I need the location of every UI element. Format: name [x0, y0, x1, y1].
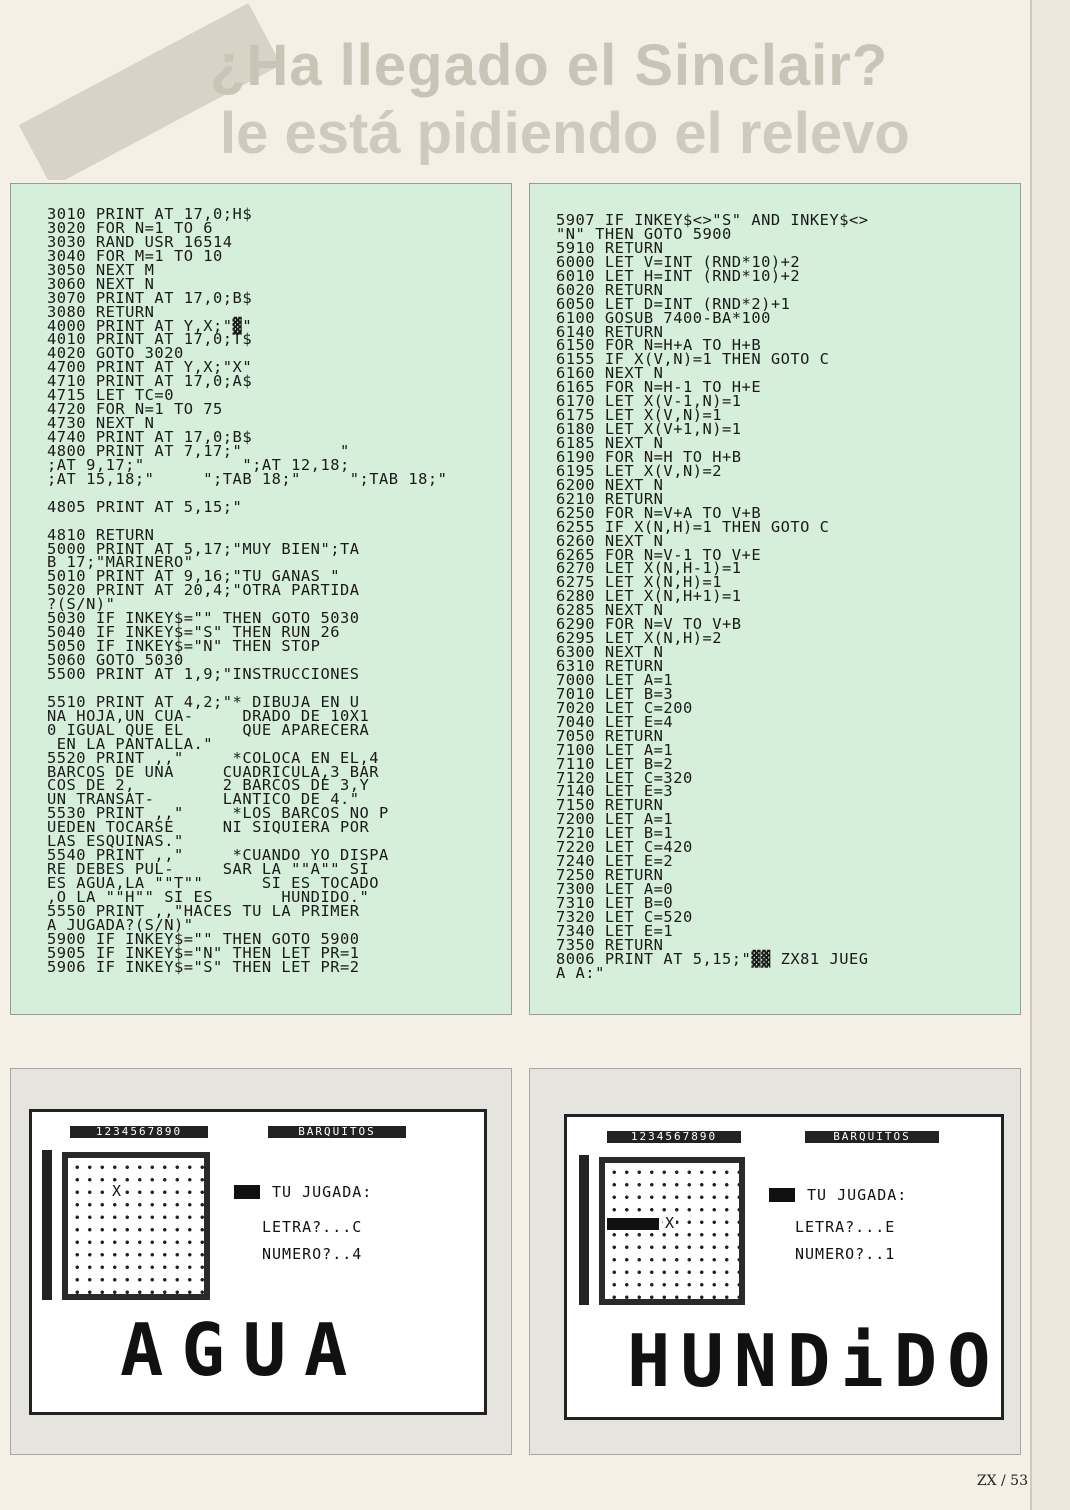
code-line: 7040 LET E=4: [556, 712, 674, 731]
code-line: 3050 NEXT M: [47, 260, 155, 279]
code-line: A JUGADA?(S/N)": [47, 915, 194, 934]
shot-mark: X: [112, 1182, 122, 1200]
column-header: 1234567890: [607, 1131, 741, 1143]
prompt-label: TU JUGADA:: [807, 1186, 908, 1204]
code-line: UN TRANSAT- LANTICO DE 4.": [47, 790, 360, 809]
code-line: 7110 LET B=2: [556, 754, 674, 773]
code-line: A A:": [556, 963, 605, 982]
code-line: 4700 PRINT AT Y,X;"X": [47, 358, 253, 377]
code-line: 7220 LET C=420: [556, 838, 693, 857]
background-headline-line1: ¿Ha llegado el Sinclair?: [210, 33, 889, 98]
code-line: 7000 LET A=1: [556, 670, 674, 689]
code-line: 6190 FOR N=H TO H+B: [556, 447, 742, 466]
code-line: 5540 PRINT ,," *CUANDO YO DISPA: [47, 846, 389, 865]
code-line: 6285 NEXT N: [556, 601, 664, 620]
code-line: ES AGUA,LA ""T"" SI ES TOCADO: [47, 874, 380, 892]
page-edge: [1030, 0, 1070, 1510]
code-line: 6155 IF X(V,N)=1 THEN GOTO C: [556, 350, 830, 369]
code-line: 6270 LET X(N,H-1)=1: [556, 559, 742, 578]
code-line: 4000 PRINT AT Y,X;"▓": [47, 316, 253, 335]
code-line: ;AT 15,18;" ";TAB 18;" ";TAB 18;": [47, 469, 448, 488]
code-line: ,O LA ""H"" SI ES HUNDIDO.": [47, 887, 370, 906]
letter-label: LETRA?...E: [795, 1218, 896, 1236]
code-line: 5550 PRINT ,,"HACES TU LA PRIMER: [47, 901, 360, 920]
code-line: 5060 GOTO 5030: [47, 651, 184, 669]
row-header: [42, 1150, 52, 1300]
code-line: 5905 IF INKEY$="N" THEN LET PR=1: [47, 943, 360, 962]
code-line: 5010 PRINT AT 9,16;"TU GANAS ": [47, 567, 340, 586]
code-line: 3070 PRINT AT 17,0;B$: [47, 288, 253, 307]
code-line: 7100 LET A=1: [556, 740, 674, 759]
row-header: [579, 1155, 589, 1305]
code-line: 6300 NEXT N: [556, 643, 664, 662]
letter-label: LETRA?...C: [262, 1218, 363, 1236]
code-line: 5530 PRINT ,," *LOS BARCOS NO P: [47, 804, 389, 823]
result-text: AGUA: [120, 1308, 366, 1392]
code-line: 3080 RETURN: [47, 302, 155, 321]
code-line: 5520 PRINT ,," *COLOCA EN EL,4: [47, 748, 380, 767]
code-line: 4740 PRINT AT 17,0;B$: [47, 428, 253, 446]
code-line: 6100 GOSUB 7400-BA*100: [556, 308, 771, 327]
prompt-cursor: [769, 1188, 795, 1202]
code-line: 7310 LET B=0: [556, 893, 674, 912]
code-line: 4010 PRINT AT 17,0;T$: [47, 330, 253, 349]
result-text: HUNDiDO: [627, 1319, 1001, 1403]
code-line: 6290 FOR N=V TO V+B: [556, 615, 742, 634]
code-line: 6160 NEXT N: [556, 364, 664, 383]
left-screen: [29, 1109, 487, 1415]
code-line: 7350 RETURN: [556, 935, 664, 954]
code-line: 5030 IF INKEY$="" THEN GOTO 5030: [47, 609, 360, 628]
code-line: LAS ESQUINAS.": [47, 832, 184, 851]
code-line: 6295 LET X(N,H)=2: [556, 629, 723, 648]
sunk-ship: [607, 1218, 659, 1230]
code-line: 4020 GOTO 3020: [47, 344, 184, 363]
code-line: 7140 LET E=3: [556, 782, 674, 801]
code-line: 7200 LET A=1: [556, 810, 674, 829]
code-line: 4800 PRINT AT 7,17;" ": [47, 441, 350, 460]
left-listing: [47, 205, 448, 976]
code-line: 6000 LET V=INT (RND*10)+2: [556, 252, 801, 271]
code-line: 6210 RETURN: [556, 489, 664, 508]
left-screen-frame: [10, 1068, 512, 1455]
code-line: NA HOJA,UN CUA- DRADO DE 10X1: [47, 706, 370, 725]
code-line: 6200 NEXT N: [556, 475, 664, 494]
code-line: 6275 LET X(N,H)=1: [556, 573, 723, 592]
code-line: 5510 PRINT AT 4,2;"* DIBUJA EN U: [47, 692, 360, 711]
code-line: 4710 PRINT AT 17,0;A$: [47, 372, 253, 391]
code-line: 3040 FOR M=1 TO 10: [47, 246, 223, 265]
board-grid: [62, 1152, 210, 1300]
code-line: 7020 LET C=200: [556, 698, 693, 717]
background-headline: [0, 0, 1070, 180]
code-line: 7300 LET A=0: [556, 880, 674, 898]
code-line: B 17;"MARINERO": [47, 553, 194, 572]
code-line: 3010 PRINT AT 17,0;H$: [47, 205, 253, 223]
code-line: ?(S/N)": [47, 595, 116, 614]
code-line: 5907 IF INKEY$<>"S" AND INKEY$<>: [556, 211, 869, 229]
code-line: 3060 NEXT N: [47, 274, 155, 293]
code-line: 6265 FOR N=V-1 TO V+E: [556, 545, 762, 564]
code-line: RE DEBES PUL- SAR LA ""A"" SI: [47, 860, 370, 879]
code-line: 7120 LET C=320: [556, 768, 693, 787]
code-line: 4810 RETURN: [47, 525, 155, 544]
code-line: 7010 LET B=3: [556, 684, 674, 703]
game-title: BARQUITOS: [805, 1131, 939, 1143]
page-folio: ZX / 53: [976, 1473, 1028, 1489]
code-line: 7340 LET E=1: [556, 921, 674, 940]
code-line: 6050 LET D=INT (RND*2)+1: [556, 294, 791, 313]
code-line: 5900 IF INKEY$="" THEN GOTO 5900: [47, 929, 360, 948]
code-line: 7210 LET B=1: [556, 824, 674, 843]
code-line: "N" THEN GOTO 5900: [556, 224, 732, 243]
number-label: NUMERO?..1: [795, 1245, 896, 1263]
code-line: 6280 LET X(N,H+1)=1: [556, 587, 742, 606]
code-line: 6180 LET X(V+1,N)=1: [556, 420, 742, 439]
code-line: 4715 LET TC=0: [47, 386, 174, 405]
prompt-cursor: [234, 1185, 260, 1199]
code-line: 4805 PRINT AT 5,15;": [47, 497, 243, 516]
prompt-label: TU JUGADA:: [272, 1183, 373, 1201]
code-line: 3020 FOR N=1 TO 6: [47, 218, 214, 237]
code-line: 6255 IF X(N,H)=1 THEN GOTO C: [556, 517, 830, 536]
code-line: 6140 RETURN: [556, 322, 664, 341]
number-label: NUMERO?..4: [262, 1245, 363, 1263]
code-line: 5050 IF INKEY$="N" THEN STOP: [47, 637, 321, 656]
code-line: 6020 RETURN: [556, 280, 664, 299]
game-title: BARQUITOS: [268, 1126, 406, 1138]
code-line: 7050 RETURN: [556, 726, 664, 745]
code-line: 6010 LET H=INT (RND*10)+2: [556, 266, 801, 285]
code-line: 5040 IF INKEY$="S" THEN RUN 26: [47, 623, 340, 642]
column-header: 1234567890: [70, 1126, 208, 1138]
code-line: EN LA PANTALLA.": [47, 734, 214, 753]
code-line: 4720 FOR N=1 TO 75: [47, 400, 223, 419]
code-line: 6185 NEXT N: [556, 434, 664, 452]
code-line: 5000 PRINT AT 5,17;"MUY BIEN";TA: [47, 539, 360, 558]
code-line: 5020 PRINT AT 20,4;"OTRA PARTIDA: [47, 581, 360, 600]
right-listing-panel: [529, 183, 1021, 1015]
code-line: 6170 LET X(V-1,N)=1: [556, 392, 742, 411]
code-line: 7240 LET E=2: [556, 852, 674, 871]
code-line: 6260 NEXT N: [556, 531, 664, 550]
code-line: 6310 RETURN: [556, 657, 664, 675]
code-line: COS DE 2, 2 BARCOS DE 3,Y: [47, 776, 370, 795]
code-line: 3030 RAND USR 16514: [47, 232, 233, 251]
code-line: 6195 LET X(V,N)=2: [556, 461, 723, 480]
code-line: UEDEN TOCARSE NI SIQUIERA POR: [47, 818, 370, 837]
right-screen: [564, 1114, 1004, 1420]
code-line: 5500 PRINT AT 1,9;"INSTRUCCIONES: [47, 664, 360, 683]
right-screen-frame: [529, 1068, 1021, 1455]
code-line: 6175 LET X(V,N)=1: [556, 406, 723, 425]
code-line: 7250 RETURN: [556, 866, 664, 885]
code-line: ;AT 9,17;" ";AT 12,18;: [47, 455, 350, 474]
code-line: 8006 PRINT AT 5,15;"▓▓ ZX81 JUEG: [556, 949, 869, 968]
code-line: 6250 FOR N=V+A TO V+B: [556, 503, 762, 522]
right-listing: [556, 211, 869, 982]
code-line: 7150 RETURN: [556, 796, 664, 815]
code-line: 7320 LET C=520: [556, 907, 693, 926]
code-line: 6165 FOR N=H-1 TO H+E: [556, 378, 762, 397]
code-line: BARCOS DE UNA CUADRICULA,3 BAR: [47, 762, 380, 781]
code-line: 0 IGUAL QUE EL QUE APARECERA: [47, 720, 370, 739]
code-line: 5906 IF INKEY$="S" THEN LET PR=2: [47, 957, 360, 976]
code-line: 6150 FOR N=H+A TO H+B: [556, 336, 762, 355]
code-line: 5910 RETURN: [556, 238, 664, 257]
background-headline-line2: le está pidiendo el relevo: [220, 101, 910, 166]
shot-mark: X: [665, 1214, 675, 1232]
left-listing-panel: [10, 183, 512, 1015]
code-line: 4730 NEXT N: [47, 414, 155, 433]
